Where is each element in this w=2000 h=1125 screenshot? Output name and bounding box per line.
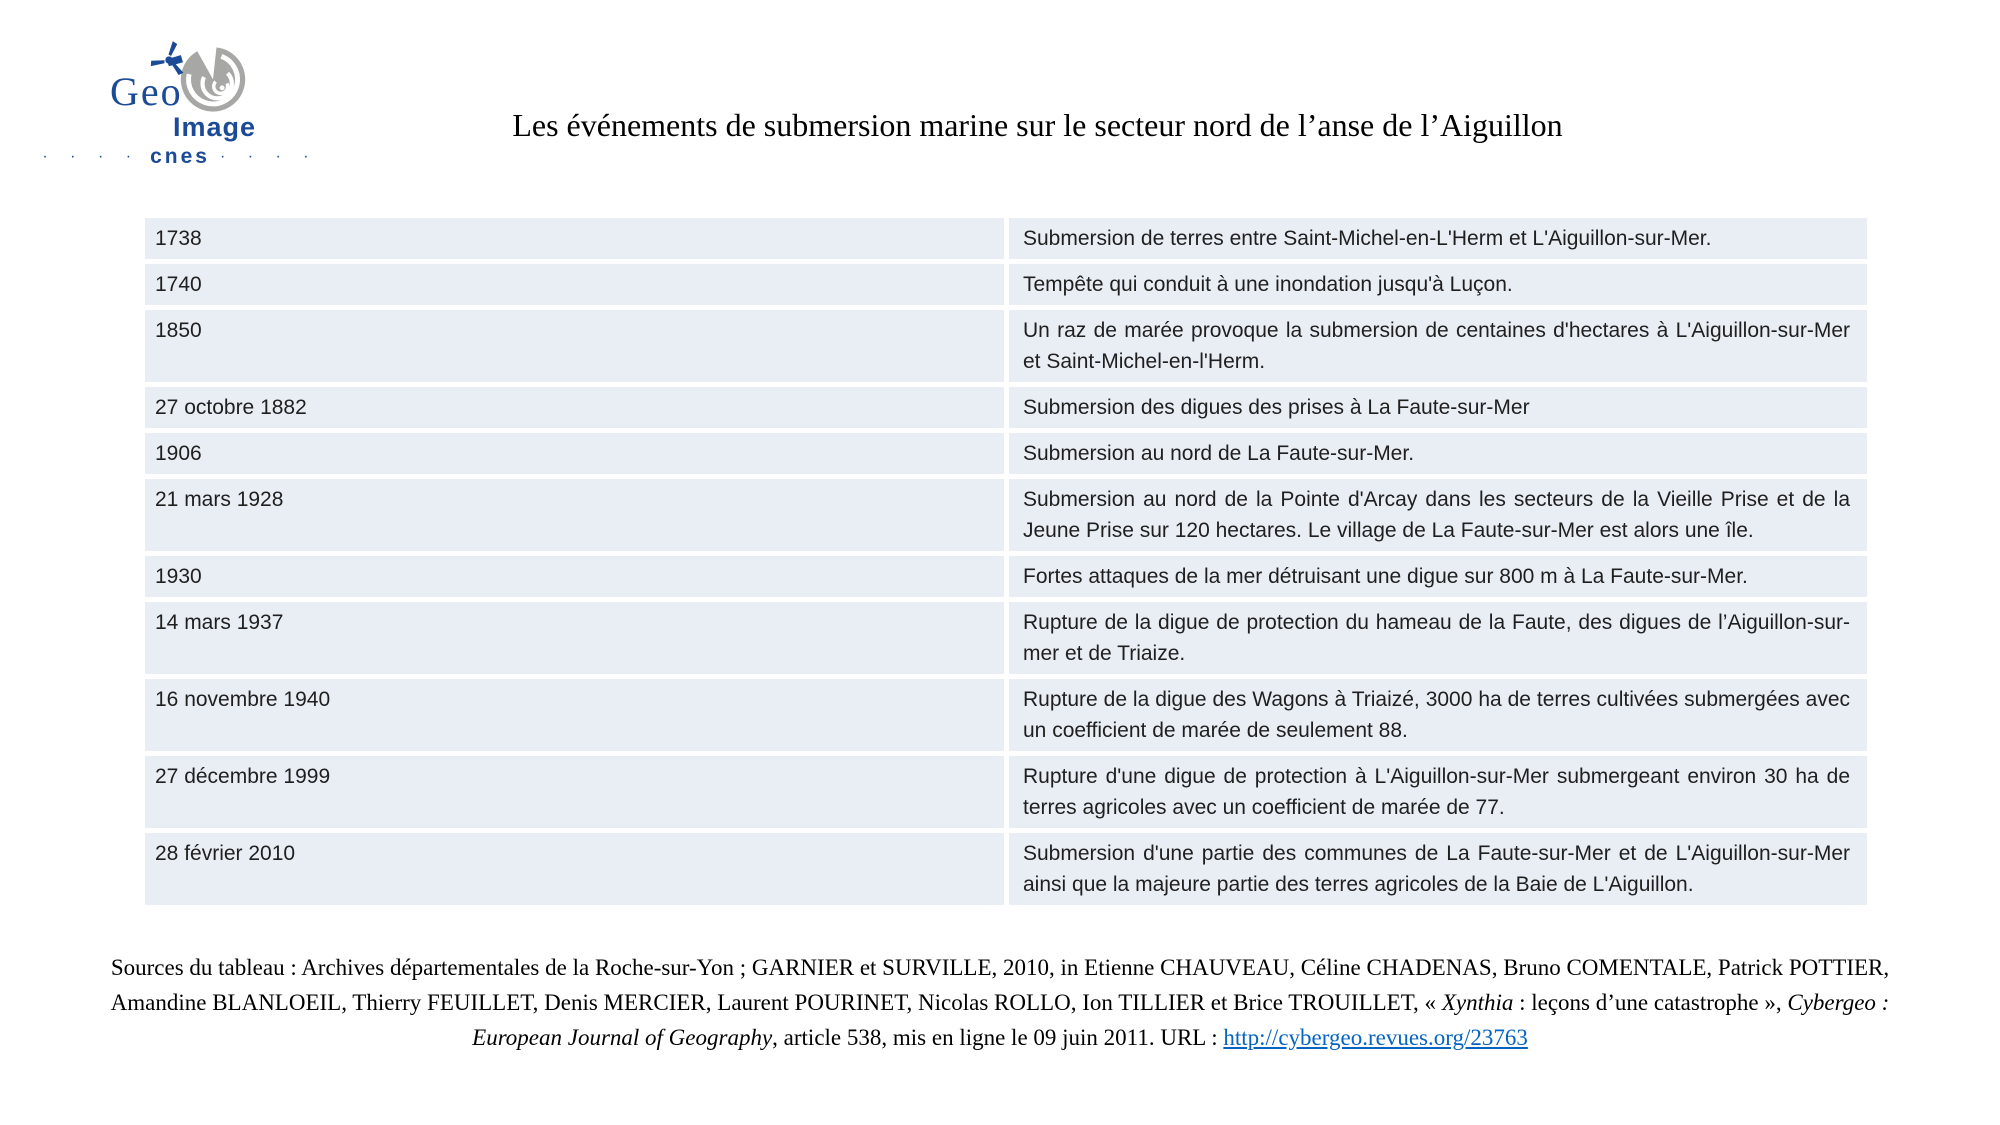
event-date-cell: 1930 bbox=[145, 556, 1004, 597]
event-date-cell: 1906 bbox=[145, 433, 1004, 474]
cnes-dots-left: · · · · bbox=[42, 147, 141, 165]
logo-image-text: Image bbox=[173, 112, 257, 142]
event-description-cell: Rupture de la digue des Wagons à Triaizé, 3000 ha de terres cultivées submergées avec un coefficient de marée de seulement 88. bbox=[1009, 679, 1867, 751]
event-description-cell: Rupture de la digue de protection du hameau de la Faute, des digues de l’Aiguillon-sur-mer et de Triaize. bbox=[1009, 602, 1867, 674]
sources-segment: Sources du tableau : Archives départementales de la Roche-sur-Yon ; GARNIER et SURVILLE, 2010, in Etienne CHAUVEAU, Céline CHADENAS, Bruno COMENTALE, Patrick POTTIER, Amandine BLANLOEIL, Thierry FEUILLET, Denis MERCIER, Laurent POURINET, Nicolas ROLLO, Ion TILLIER et Brice TROUILLET, « bbox=[110, 955, 1890, 1015]
logo-geo-text: Geo bbox=[110, 69, 183, 114]
event-description-cell: Fortes attaques de la mer détruisant une digue sur 800 m à La Faute-sur-Mer. bbox=[1009, 556, 1867, 597]
event-date-cell: 16 novembre 1940 bbox=[145, 679, 1004, 751]
event-description-cell: Un raz de marée provoque la submersion de centaines d'hectares à L'Aiguillon-sur-Mer et Saint-Michel-en-l'Herm. bbox=[1009, 310, 1867, 382]
event-date-cell: 21 mars 1928 bbox=[145, 479, 1004, 551]
event-date-cell: 14 mars 1937 bbox=[145, 602, 1004, 674]
event-date-cell: 1740 bbox=[145, 264, 1004, 305]
sources-segment: , article 538, mis en ligne le 09 juin 2011. URL : bbox=[772, 1025, 1224, 1050]
sources-segment: : leçons d’une catastrophe », bbox=[1513, 990, 1788, 1015]
event-date-cell: 28 février 2010 bbox=[145, 833, 1004, 905]
event-date-cell: 1850 bbox=[145, 310, 1004, 382]
event-description-cell: Submersion au nord de la Pointe d'Arcay dans les secteurs de la Vieille Prise et de la Jeune Prise sur 120 hectares. Le village de La Faute-sur-Mer est alors une île. bbox=[1009, 479, 1867, 551]
sources-segment: Xynthia bbox=[1441, 990, 1514, 1015]
event-description-cell: Tempête qui conduit à une inondation jusqu'à Luçon. bbox=[1009, 264, 1867, 305]
cnes-dots-right: · · · · bbox=[219, 147, 318, 165]
events-table bbox=[145, 218, 1867, 905]
sources-text bbox=[95, 950, 1905, 1055]
event-description-cell: Rupture d'une digue de protection à L'Aiguillon-sur-Mer submergeant environ 30 ha de terres agricoles avec un coefficient de marée de 77. bbox=[1009, 756, 1867, 828]
event-description-cell: Submersion au nord de La Faute-sur-Mer. bbox=[1009, 433, 1867, 474]
sources-segment: Cybergeo : European Journal of Geography bbox=[472, 990, 1890, 1050]
page-title: Les événements de submersion marine sur le secteur nord de l’anse de l’Aiguillon bbox=[512, 107, 1563, 144]
logo-cnes-text: cnes bbox=[150, 145, 210, 168]
geoimage-cnes-logo bbox=[42, 34, 318, 174]
sources-link[interactable]: http://cybergeo.revues.org/23763 bbox=[1223, 1025, 1528, 1050]
event-date-cell: 1738 bbox=[145, 218, 1004, 259]
event-date-cell: 27 octobre 1882 bbox=[145, 387, 1004, 428]
event-date-cell: 27 décembre 1999 bbox=[145, 756, 1004, 828]
event-description-cell: Submersion de terres entre Saint-Michel-en-L'Herm et L'Aiguillon-sur-Mer. bbox=[1009, 218, 1867, 259]
logo-cnes-row bbox=[42, 145, 318, 168]
event-description-cell: Submersion des digues des prises à La Faute-sur-Mer bbox=[1009, 387, 1867, 428]
event-description-cell: Submersion d'une partie des communes de La Faute-sur-Mer et de L'Aiguillon-sur-Mer ainsi que la majeure partie des terres agricoles de la Baie de L'Aiguillon. bbox=[1009, 833, 1867, 905]
